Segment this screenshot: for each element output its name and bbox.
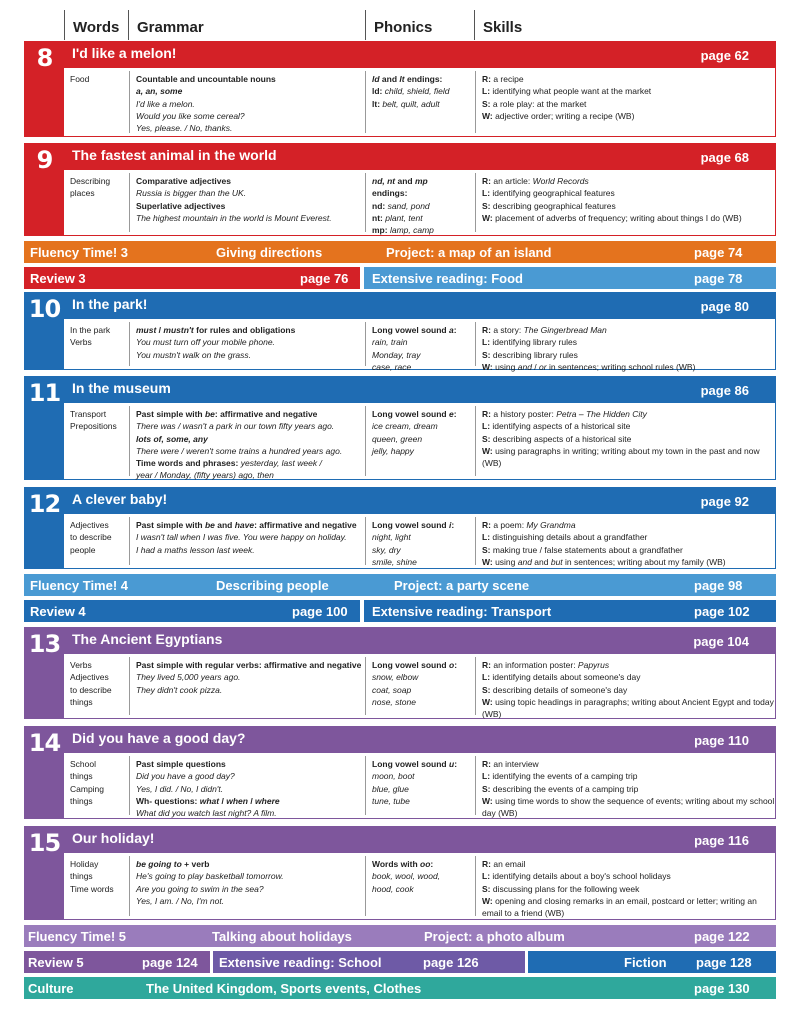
skills-line: R: an article: World Records [482,176,589,186]
words-cell [64,858,129,895]
skills-line: W: using topic headings in paragraphs; writing about Ancient Egypt and today (WB) [482,696,774,720]
band-label-a: Culture [28,981,74,996]
words-cell [64,175,129,200]
band-fiction [528,951,776,973]
unit-page-link[interactable]: page 86 [700,383,749,398]
skills-line: W: using time words to show the sequence of events; writing about my school day (WB) [482,795,775,819]
grammar-cell [129,322,365,366]
unit-side-strip [25,628,64,718]
skills-cell [475,71,775,133]
grammar-line: I had a maths lesson last week. [136,544,255,555]
skills-line: R: a history poster: Petra – The Hidden City [482,409,647,419]
skills-cell [475,322,775,372]
words-item: things [70,771,93,782]
unit-body [64,319,775,372]
unit-side-strip [25,377,64,479]
unit-body [64,403,775,479]
words-cell [64,324,129,349]
grammar-line: They lived 5,000 years ago. [136,672,241,683]
phonics-line: rain, train [372,337,408,348]
grammar-line: Past simple with regular verbs: affirmative and negative [136,660,362,670]
unit-13 [24,627,776,719]
words-item: things [70,795,93,806]
phonics-cell [365,71,475,133]
words-item: School [70,759,96,769]
phonics-line: queen, green [372,433,423,444]
phonics-line: nd: sand, pond [372,200,430,211]
grammar-cell [129,756,365,819]
unit-12 [24,487,776,569]
unit-number: 9 [36,146,53,174]
words-item: Adjectives [70,672,109,683]
skills-line: W: using paragraphs in writing; writing about my town in the past and now (WB) [482,445,760,469]
phonics-line: Long vowel sound a: [372,325,457,335]
band-review4 [24,600,360,622]
words-item: to describe [70,532,112,543]
unit-side-strip [25,42,64,136]
grammar-line: a, an, some [136,86,183,97]
words-item: Prepositions [70,421,117,432]
band-label-b: Giving directions [216,245,323,260]
grammar-line: I wasn't tall when I was five. You were happy on holiday. [136,532,347,543]
skills-line: S: describing library rules [482,349,578,360]
skills-line: L: identifying the events of a camping trip [482,771,638,782]
band-page-link[interactable]: page 98 [694,578,743,593]
grammar-cell [129,517,365,565]
unit-title: Did you have a good day? [72,730,246,746]
unit-body [64,514,775,568]
words-cell [64,659,129,708]
unit-15 [24,826,776,920]
phonics-line: endings: [372,188,408,199]
phonics-line: ice cream, dream [372,421,438,432]
skills-cell [475,856,775,919]
skills-line: W: using and and but in sentences; writing about my family (WB) [482,556,726,567]
unit-title-bar [64,727,775,753]
grammar-line: Time words and phrases: yesterday, last week / [136,458,322,469]
grammar-line: I'd like a melon. [136,98,195,109]
words-cell [64,408,129,433]
band-page-link[interactable]: page 122 [694,929,750,944]
phonics-line: jelly, happy [372,445,414,456]
skills-cell [475,406,775,476]
words-item: to describe [70,684,112,695]
phonics-cell [365,856,475,916]
skills-line: R: a story: The Gingerbread Man [482,325,607,335]
phonics-line: sky, dry [372,544,401,555]
band-label-b: Talking about holidays [212,929,352,944]
band-review3 [24,267,360,289]
band-label-a: Review 5 [28,955,84,970]
skills-line: W: adjective order; writing a recipe (WB) [482,110,635,121]
unit-8 [24,41,776,137]
unit-page-link[interactable]: page 110 [694,733,749,748]
phonics-line: Long vowel sound u: [372,759,458,769]
phonics-cell [365,173,475,236]
phonics-line: ld and lt endings: [372,74,443,84]
grammar-line: year / Monday, (fifty years) ago, then [136,470,274,481]
grammar-line: They didn't cook pizza. [136,684,223,695]
band-label-a: Extensive reading: Food [372,271,523,286]
unit-number: 12 [28,490,61,518]
phonics-line: coat, soap [372,684,412,695]
skills-line: W: opening and closing remarks in an email, postcard or letter; writing an email to a friend (WB) [482,895,757,919]
words-cell [64,519,129,556]
words-item: Food [70,74,90,84]
phonics-line: smile, shine [372,556,417,567]
unit-body [64,68,775,136]
grammar-cell [129,406,365,481]
band-label-a: Fluency Time! 4 [30,578,129,593]
skills-line: S: a role play: at the market [482,98,587,109]
grammar-line: Comparative adjectives [136,176,231,186]
grammar-line: There was / wasn't a park in our town fifty years ago. [136,421,335,432]
unit-page-link[interactable]: page 62 [700,48,749,63]
grammar-line: Wh- questions: what / when / where [136,795,280,806]
header-grammar: Grammar [128,10,365,40]
phonics-line: Long vowel sound e: [372,409,457,419]
unit-title-bar [64,42,775,68]
skills-line: S: describing details of someone's day [482,684,628,695]
unit-title-bar [64,488,775,514]
grammar-cell [129,856,365,916]
skills-line: R: an interview [482,759,539,769]
unit-9 [24,143,776,236]
skills-cell [475,657,775,720]
band-fluency4 [24,574,776,596]
band-label-b: The United Kingdom, Sports events, Clothes [146,981,422,996]
grammar-line: He's going to play basketball tomorrow. [136,871,284,882]
grammar-cell [129,657,365,715]
grammar-line: Yes, I am. / No, I'm not. [136,895,225,906]
phonics-line: nt: plant, tent [372,212,423,223]
unit-number: 11 [28,379,61,407]
band-label-a: Fiction [624,955,667,970]
unit-number: 8 [36,44,53,72]
grammar-line: Past simple questions [136,759,226,769]
words-item: Adjectives [70,520,109,530]
words-cell [64,73,129,85]
band-label-c: Project: a party scene [394,578,530,593]
band-fluency3 [24,241,776,263]
skills-line: L: identifying geographical features [482,188,615,199]
band-label-a: Extensive reading: Transport [372,604,552,619]
unit-page-link[interactable]: page 68 [700,150,749,165]
skills-line: R: an information poster: Papyrus [482,660,610,670]
unit-page-link[interactable]: page 104 [693,634,749,649]
unit-number: 10 [28,295,61,323]
skills-cell [475,173,775,232]
band-ext4 [364,600,776,622]
words-cell [64,758,129,807]
words-item: things [70,696,93,707]
skills-cell [475,517,775,565]
unit-title: Our holiday! [72,830,155,846]
phonics-line: tune, tube [372,795,410,806]
phonics-line: hood, cook [372,883,414,894]
band-page-link[interactable]: page 74 [694,245,743,260]
band-page-link[interactable]: page 78 [694,271,743,286]
unit-page-link[interactable]: page 80 [700,299,749,314]
unit-body [64,853,775,919]
band-page-link[interactable]: page 126 [423,955,479,970]
unit-body [64,654,775,718]
band-ext3 [364,267,776,289]
grammar-line: must / mustn't for rules and obligations [136,325,296,335]
band-page-link[interactable]: page 102 [694,604,750,619]
grammar-cell [129,71,365,133]
skills-line: S: describing aspects of a historical site [482,433,632,444]
unit-title-bar [64,377,775,403]
phonics-cell [365,322,475,372]
unit-11 [24,376,776,480]
grammar-line: Yes, I did. / No, I didn't. [136,783,224,794]
skills-line: S: discussing plans for the following week [482,883,640,894]
band-label-c: Project: a photo album [424,929,565,944]
phonics-line: night, light [372,532,411,543]
skills-line: L: identifying details about someone's day [482,672,641,683]
unit-page-link[interactable]: page 116 [694,833,749,848]
grammar-line: Superlative adjectives [136,200,226,211]
column-header [24,10,776,40]
unit-side-strip [25,293,64,369]
header-words: Words [64,10,130,40]
header-phonics: Phonics [365,10,475,40]
unit-number: 13 [28,630,61,658]
band-page-link[interactable]: page 124 [142,955,198,970]
skills-line: R: an email [482,859,526,869]
band-review5 [24,951,210,973]
phonics-line: blue, glue [372,783,409,794]
band-page-link[interactable]: page 128 [696,955,752,970]
phonics-cell [365,517,475,565]
unit-title: I'd like a melon! [72,45,177,61]
band-label-a: Fluency Time! 3 [30,245,129,260]
words-item: things [70,871,93,882]
skills-line: S: describing geographical features [482,200,616,211]
phonics-line: ld: child, shield, field [372,86,450,97]
band-label-c: Project: a map of an island [386,245,552,260]
unit-10 [24,292,776,370]
phonics-line: snow, elbow [372,672,419,683]
grammar-line: be going to + verb [136,859,210,869]
unit-title-bar [64,144,775,170]
words-item: Verbs [70,660,92,670]
phonics-cell [365,406,475,476]
phonics-line: Monday, tray [372,349,421,360]
grammar-cell [129,173,365,232]
skills-line: W: placement of adverbs of frequency; writing about things I do (WB) [482,212,742,223]
unit-number: 15 [28,829,61,857]
band-label-a: Fluency Time! 5 [28,929,127,944]
skills-line: L: distinguishing details about a grandfather [482,532,648,543]
skills-line: L: identifying details about a boy's school holidays [482,871,671,882]
words-item: In the park [70,325,111,335]
band-page-link[interactable]: page 130 [694,981,750,996]
skills-cell [475,756,775,819]
grammar-line: There were / weren't some trains a hundred years ago. [136,445,343,456]
band-page-link[interactable]: page 100 [292,604,348,619]
grammar-line: lots of, some, any [136,433,208,444]
band-label-a: Review 3 [30,271,86,286]
grammar-line: Past simple with be and have: affirmative and negative [136,520,357,530]
unit-title: The Ancient Egyptians [72,631,223,647]
unit-side-strip [25,827,64,919]
unit-body [64,753,775,818]
unit-14 [24,726,776,819]
unit-number: 14 [28,729,61,757]
grammar-line: The highest mountain in the world is Mount Everest. [136,212,332,223]
band-label-b: Describing people [216,578,329,593]
skills-line: W: using and / or in sentences; writing school rules (WB) [482,361,696,372]
skills-line: R: a recipe [482,74,524,84]
skills-line: S: describing the events of a camping trip [482,783,639,794]
words-item: places [70,188,95,199]
unit-body [64,170,775,235]
phonics-cell [365,657,475,715]
unit-side-strip [25,727,64,818]
unit-page-link[interactable]: page 92 [700,494,749,509]
skills-line: R: a poem: My Grandma [482,520,576,530]
skills-line: S: making true / false statements about a grandfather [482,544,683,555]
band-ext5 [213,951,525,973]
words-item: Transport [70,409,107,419]
grammar-line: What did you watch last night? A film. [136,808,277,819]
phonics-line: nd, nt and mp [372,176,428,186]
unit-title: In the park! [72,296,148,312]
grammar-line: Russia is bigger than the UK. [136,188,247,199]
words-item: Verbs [70,337,92,348]
words-item: Time words [70,883,114,894]
skills-line: L: identifying aspects of a historical site [482,421,631,432]
phonics-line: moon, boot [372,771,415,782]
band-label-a: Extensive reading: School [219,955,382,970]
unit-title: The fastest animal in the world [72,147,277,163]
phonics-line: case, race [372,361,412,372]
phonics-cell [365,756,475,815]
band-page-link[interactable]: page 76 [300,271,349,286]
phonics-line: book, wool, wood, [372,871,441,882]
words-item: Holiday [70,859,99,869]
words-item: people [70,544,96,555]
unit-title: In the museum [72,380,171,396]
phonics-line: mp: lamp, camp [372,225,434,236]
grammar-line: Countable and uncountable nouns [136,74,276,84]
phonics-line: lt: belt, quilt, adult [372,98,440,109]
unit-side-strip [25,144,64,235]
words-item: Camping [70,783,105,794]
unit-title: A clever baby! [72,491,168,507]
grammar-line: Did you have a good day? [136,771,235,782]
grammar-line: Yes, please. / No, thanks. [136,123,233,134]
skills-line: L: identifying library rules [482,337,577,348]
grammar-line: Past simple with be: affirmative and negative [136,409,318,419]
unit-title-bar [64,827,775,853]
grammar-line: Are you going to swim in the sea? [136,883,264,894]
grammar-line: Would you like some cereal? [136,110,245,121]
unit-side-strip [25,488,64,568]
band-culture [24,977,776,999]
band-label-a: Review 4 [30,604,86,619]
unit-title-bar [64,293,775,319]
grammar-line: You mustn't walk on the grass. [136,349,252,360]
phonics-line: Long vowel sound o: [372,660,458,670]
phonics-line: Long vowel sound i: [372,520,455,530]
unit-title-bar [64,628,775,654]
skills-line: L: identifying what people want at the market [482,86,652,97]
words-item: Describing [70,176,111,186]
band-fluency5 [24,925,776,947]
header-skills: Skills [474,10,776,40]
phonics-line: nose, stone [372,696,416,707]
phonics-line: Words with oo: [372,859,434,869]
grammar-line: You must turn off your mobile phone. [136,337,275,348]
